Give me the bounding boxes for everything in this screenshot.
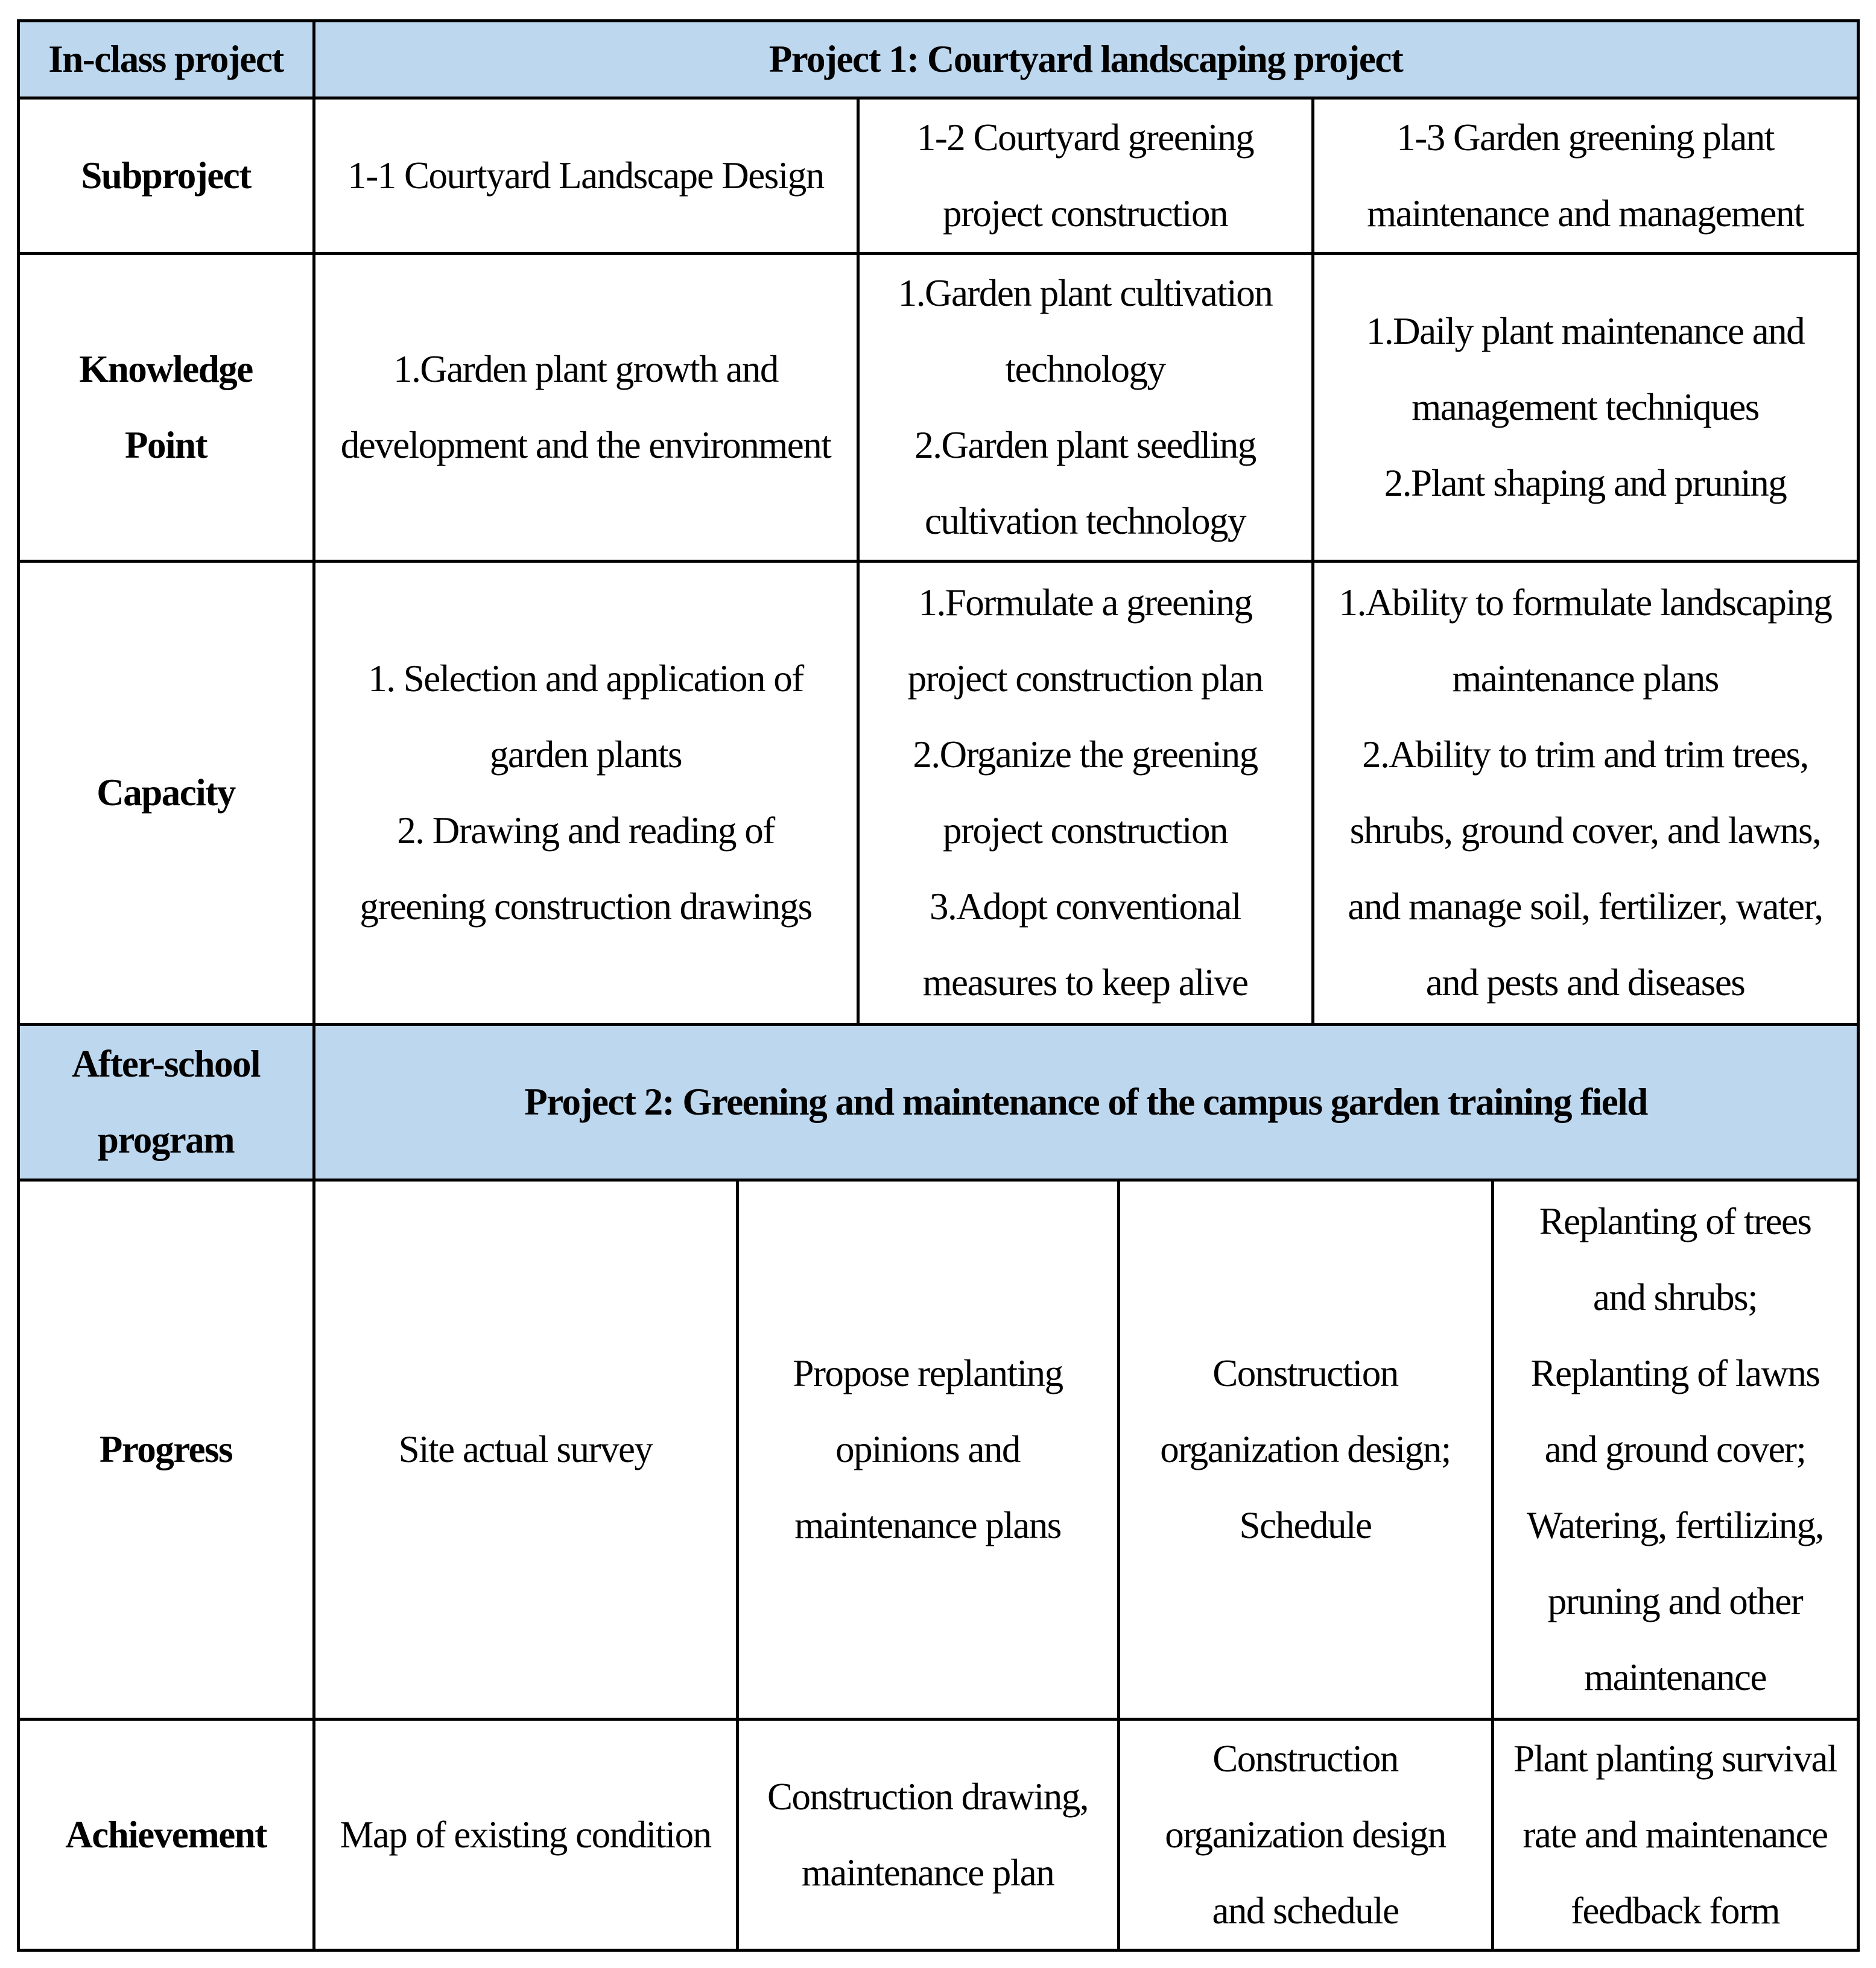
after-school-program-label-line: After-school: [71, 1043, 261, 1085]
grid-line-row4: [17, 1023, 1860, 1026]
progress-step-1: [314, 1180, 737, 1719]
achievement-3-line: Construction: [1212, 1737, 1398, 1780]
subproject-1-1-text: 1-1 Courtyard Landscape Design: [347, 154, 824, 197]
subproject-label-text: Subproject: [81, 154, 251, 197]
knowledge-point-label-line: Knowledge: [79, 348, 253, 390]
subproject-label: [18, 98, 314, 253]
progress-step-4-line: pruning and other: [1547, 1580, 1803, 1622]
knowledge-point-1-2-line: 1.Garden plant cultivation: [898, 272, 1273, 314]
after-school-program-label-line: program: [97, 1119, 235, 1161]
capacity-label: [18, 561, 314, 1024]
grid-line-row3: [17, 560, 1860, 563]
achievement-1-text: Map of existing condition: [340, 1813, 711, 1856]
grid-line-project2-col1: [736, 1179, 739, 1952]
in-class-project-label: [18, 21, 314, 98]
progress-step-3-line: organization design;: [1160, 1428, 1451, 1470]
after-school-program-label: [18, 1024, 314, 1180]
achievement-2-line: maintenance plan: [801, 1851, 1054, 1894]
progress-step-2-line: maintenance plans: [794, 1504, 1061, 1546]
progress-step-3-line: Schedule: [1239, 1504, 1372, 1546]
capacity-1-3-line: 1.Ability to formulate landscaping: [1339, 581, 1832, 624]
grid-line-project2-col3: [1491, 1179, 1494, 1952]
progress-label-text: Progress: [99, 1428, 233, 1470]
achievement-label: [18, 1719, 314, 1950]
capacity-1-1-line: garden plants: [489, 733, 682, 776]
subproject-1-2-line: 1-2 Courtyard greening: [916, 116, 1254, 159]
grid-line-row5: [17, 1179, 1860, 1182]
achievement-1: [314, 1719, 737, 1950]
achievement-4: [1492, 1719, 1858, 1950]
project-2-title: [314, 1024, 1858, 1180]
achievement-2: [737, 1719, 1118, 1950]
grid-line-project1-col1: [857, 97, 860, 1025]
grid-line-left: [17, 19, 20, 1952]
progress-label: [18, 1180, 314, 1719]
knowledge-point-1-1-line: development and the environment: [340, 424, 831, 466]
grid-line-row1: [17, 97, 1860, 100]
capacity-1-1-line: 2. Drawing and reading of: [397, 809, 775, 852]
capacity-1-2-line: 1.Formulate a greening: [918, 581, 1252, 624]
progress-step-4-line: maintenance: [1584, 1656, 1766, 1698]
grid-line-row2: [17, 252, 1860, 255]
knowledge-point-1-1-line: 1.Garden plant growth and: [393, 348, 778, 390]
knowledge-point-label: [18, 253, 314, 561]
capacity-1-3-line: 2.Ability to trim and trim trees,: [1362, 733, 1808, 776]
achievement-4-line: feedback form: [1570, 1889, 1780, 1932]
progress-step-4-line: Watering, fertilizing,: [1527, 1504, 1824, 1546]
grid-line-project1-col2: [1311, 97, 1314, 1025]
capacity-1-2-line: 3.Adopt conventional: [930, 885, 1241, 928]
achievement-label-text: Achievement: [65, 1813, 267, 1856]
capacity-1-2-line: 2.Organize the greening: [913, 733, 1258, 776]
knowledge-point-1-2-line: 2.Garden plant seedling: [914, 424, 1256, 466]
progress-step-3-line: Construction: [1212, 1352, 1398, 1394]
knowledge-point-1-1: [314, 253, 858, 561]
subproject-1-2-line: project construction: [942, 192, 1228, 235]
capacity-1-3: [1313, 561, 1858, 1024]
capacity-1-3-line: shrubs, ground cover, and lawns,: [1349, 809, 1821, 852]
knowledge-point-1-2: [858, 253, 1313, 561]
knowledge-point-1-3-line: management techniques: [1412, 386, 1759, 428]
grid-line-bottom: [17, 1949, 1860, 1952]
progress-step-1-text: Site actual survey: [398, 1428, 653, 1470]
capacity-1-3-line: maintenance plans: [1452, 657, 1719, 700]
grid-line-row6: [17, 1718, 1860, 1721]
grid-line-right: [1857, 19, 1860, 1952]
achievement-4-line: rate and maintenance: [1523, 1813, 1828, 1856]
capacity-1-2-line: project construction: [942, 809, 1228, 852]
progress-step-4: [1492, 1180, 1858, 1719]
capacity-1-1-line: greening construction drawings: [360, 885, 812, 928]
capacity-1-2-line: measures to keep alive: [922, 961, 1248, 1004]
capacity-1-3-line: and manage soil, fertilizer, water,: [1348, 885, 1823, 928]
capacity-1-2: [858, 561, 1313, 1024]
capacity-1-2-line: project construction plan: [907, 657, 1263, 700]
grid-line-project2-col2: [1117, 1179, 1120, 1952]
subproject-1-3-line: maintenance and management: [1367, 192, 1804, 235]
capacity-label-text: Capacity: [97, 771, 235, 814]
project-1-title: [314, 21, 1858, 98]
knowledge-point-1-2-line: cultivation technology: [924, 500, 1246, 542]
subproject-1-3-line: 1-3 Garden greening plant: [1396, 116, 1774, 159]
achievement-3-line: organization design: [1165, 1813, 1446, 1856]
progress-step-2-line: opinions and: [835, 1428, 1020, 1470]
capacity-1-1: [314, 561, 858, 1024]
knowledge-point-1-3-line: 2.Plant shaping and pruning: [1384, 462, 1787, 504]
knowledge-point-1-2-line: technology: [1005, 348, 1165, 390]
grid-line-top: [17, 19, 1860, 22]
progress-step-2: [737, 1180, 1118, 1719]
achievement-4-line: Plant planting survival: [1513, 1737, 1837, 1780]
progress-step-4-line: Replanting of trees: [1539, 1200, 1811, 1242]
achievement-3: [1118, 1719, 1492, 1950]
knowledge-point-1-3-line: 1.Daily plant maintenance and: [1366, 310, 1805, 352]
progress-step-4-line: and shrubs;: [1592, 1276, 1758, 1318]
project-2-title-text: Project 2: Greening and maintenance of the campus garden training field: [524, 1081, 1647, 1123]
achievement-3-line: and schedule: [1212, 1889, 1399, 1932]
knowledge-point-label-line: Point: [124, 424, 207, 466]
progress-step-2-line: Propose replanting: [793, 1352, 1063, 1394]
knowledge-point-1-3: [1313, 253, 1858, 561]
in-class-project-label-text: In-class project: [48, 38, 284, 80]
subproject-1-2: [858, 98, 1313, 253]
progress-step-4-line: Replanting of lawns: [1530, 1352, 1820, 1394]
capacity-1-3-line: and pests and diseases: [1425, 961, 1745, 1004]
progress-step-4-line: and ground cover;: [1544, 1428, 1806, 1470]
subproject-1-3: [1313, 98, 1858, 253]
project-1-title-text: Project 1: Courtyard landscaping project: [768, 38, 1403, 80]
subproject-1-1: [314, 98, 858, 253]
progress-step-3: [1118, 1180, 1492, 1719]
grid-line-label-column: [312, 19, 315, 1952]
capacity-1-1-line: 1. Selection and application of: [368, 657, 803, 700]
achievement-2-line: Construction drawing,: [767, 1775, 1088, 1818]
